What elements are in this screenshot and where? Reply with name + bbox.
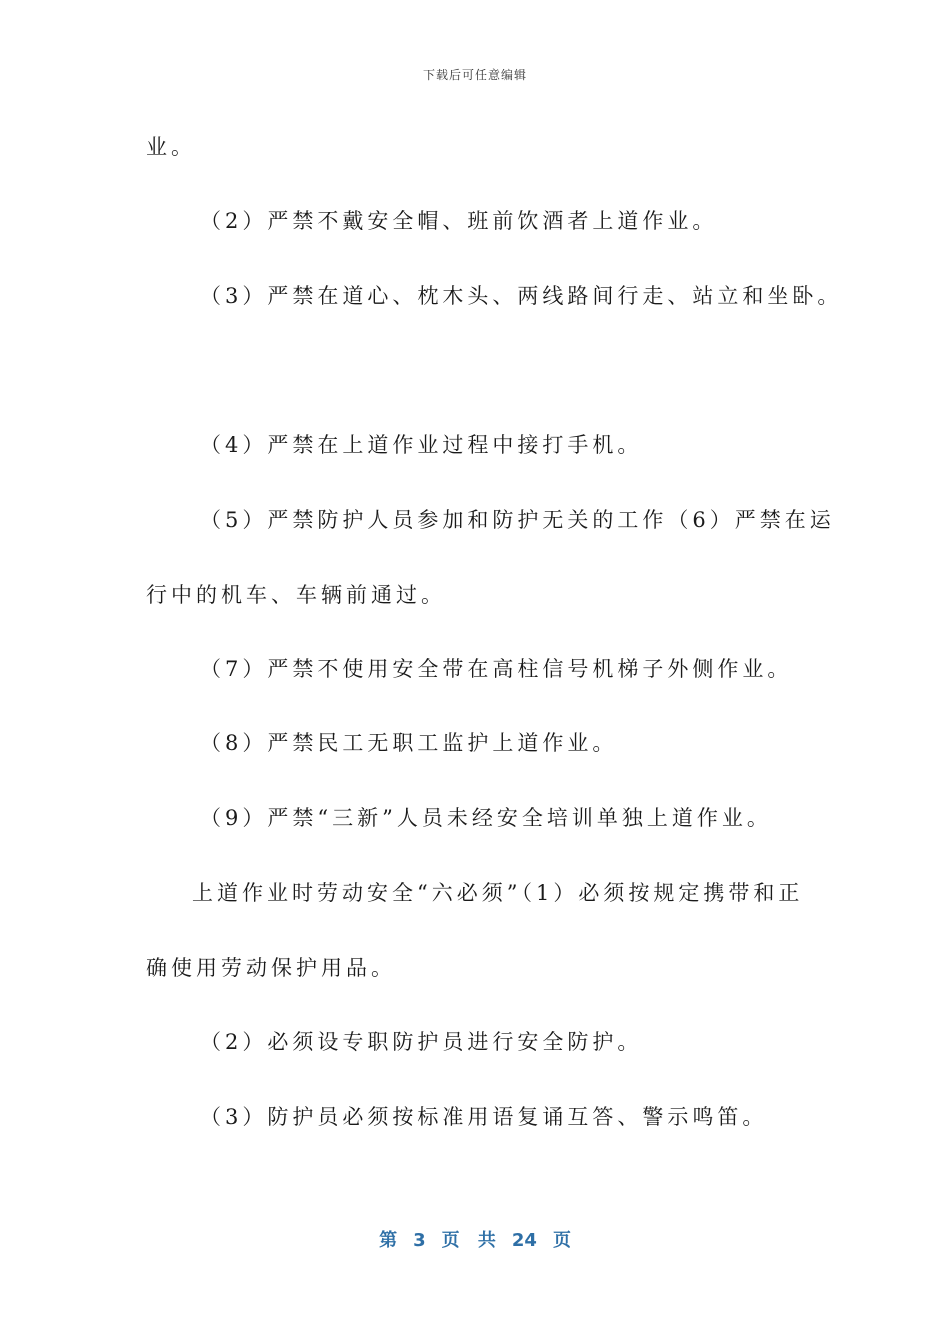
current-page-number: 3 <box>413 1230 426 1251</box>
page-label-suffix: 页 <box>552 1230 571 1251</box>
body-line: （2）严禁不戴安全帽、班前饮酒者上道作业。 <box>200 209 718 233</box>
body-line: 上道作业时劳动安全“六必须”（1）必须按规定携带和正 <box>192 881 804 905</box>
body-line: （8）严禁民工无职工监护上道作业。 <box>200 731 618 755</box>
header-note: 下载后可任意编辑 <box>422 68 527 82</box>
page-label-prefix: 第 <box>379 1230 398 1251</box>
body-line: （2）必须设专职防护员进行安全防护。 <box>200 1030 643 1054</box>
body-line: （3）防护员必须按标准用语复诵互答、警示鸣笛。 <box>200 1105 768 1129</box>
body-line: 行中的机车、车辆前通过。 <box>146 583 446 607</box>
body-line: 业。 <box>146 135 196 159</box>
page-footer <box>0 1226 950 1252</box>
total-pages-number: 24 <box>511 1230 537 1251</box>
body-line: （7）严禁不使用安全带在高柱信号机梯子外侧作业。 <box>200 657 793 681</box>
body-line: （9）严禁“三新”人员未经安全培训单独上道作业。 <box>200 806 772 830</box>
page-label-mid: 页 共 <box>441 1230 496 1251</box>
body-line: （3）严禁在道心、枕木头、两线路间行走、站立和坐卧。 <box>200 284 843 308</box>
body-line: （5）严禁防护人员参加和防护无关的工作（6）严禁在运 <box>200 508 835 532</box>
body-line: 确使用劳动保护用品。 <box>146 956 396 980</box>
body-line: （4）严禁在上道作业过程中接打手机。 <box>200 433 643 457</box>
